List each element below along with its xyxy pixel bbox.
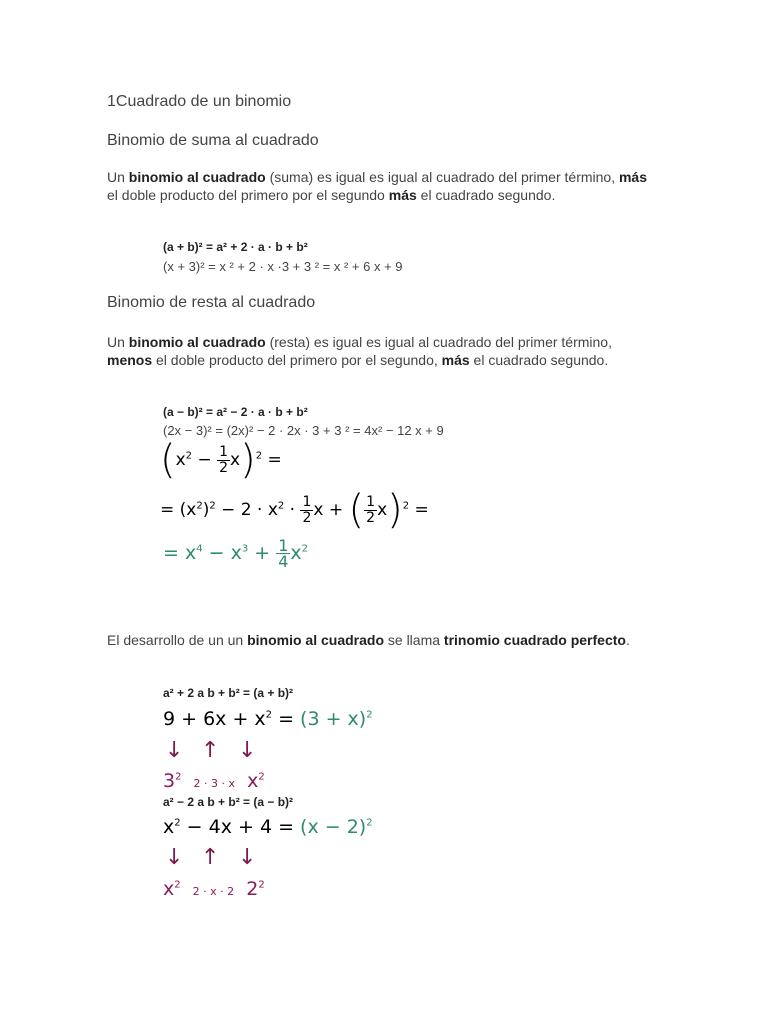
arrow-down-icon: ↓ (238, 738, 257, 763)
equation-trinomio-2: $x^2 - 4x + 4 = (x - 2)^2$ (163, 816, 373, 838)
arrow-down-icon: ↓ (165, 845, 184, 870)
section-heading-suma: Binomio de suma al cuadrado (107, 132, 319, 149)
formula-trinomio-suma: a² + 2 a b + b² = (a + b)² (163, 686, 294, 700)
paragraph-suma: Un binomio al cuadrado (suma) es igual es igual al cuadrado del primer término, más el doble producto del primero por el segundo más el cuadrado segundo. (107, 169, 648, 203)
expression-1: ($x^2$ − $\frac{1}{2}$ x)$^2$ = (160, 437, 282, 483)
example-resta: (2x − 3)² = (2x)² − 2 · 2x · 3 + 3 ² = 4x² − 12 x + 9 (163, 423, 444, 438)
arrow-down-icon: ↓ (238, 845, 257, 870)
section-heading-resta: Binomio de resta al cuadrado (107, 294, 316, 311)
page-title: 1Cuadrado de un binomio (107, 93, 292, 110)
expression-result: = $x^4 - x^3$ + $\frac{1}{4}$ $x^2$ (163, 536, 309, 571)
formula-resta: (a − b)² = a² − 2 · a · b + b² (163, 405, 308, 419)
arrow-up-icon: ↑ (201, 845, 220, 870)
equation-trinomio-1: $9 + 6x + x^2 = (3 + x)^2$ (163, 708, 373, 730)
formula-suma: (a + b)² = a² + 2 · a · b + b² (163, 240, 308, 254)
arrow-up-icon: ↑ (201, 738, 220, 763)
paragraph-resta: Un binomio al cuadrado (resta) es igual es igual al cuadrado del primer término, menos el doble producto del primero por el segundo, más el cuadrado segundo. (107, 334, 612, 368)
example-suma: (x + 3)² = x ² + 2 · x ·3 + 3 ² = x ² + 6 x + 9 (163, 259, 403, 274)
terms-trinomio-1: $3^2$ 2 · 3 · x $x^2$ (163, 770, 265, 792)
expression-2: = $(x^2)^2 - 2 \cdot x^2$ · $\frac{1}{2}$ x + ( $\frac{1}{2}$ x)$^2$ = (160, 487, 429, 533)
paragraph-trinomio: El desarrollo de un un binomio al cuadrado se llama trinomio cuadrado perfecto. (107, 632, 630, 648)
terms-trinomio-2: $x^2$ 2 · x · 2 $2^2$ (163, 878, 265, 900)
formula-trinomio-resta: a² − 2 a b + b² = (a − b)² (163, 795, 294, 809)
arrow-down-icon: ↓ (165, 738, 184, 763)
